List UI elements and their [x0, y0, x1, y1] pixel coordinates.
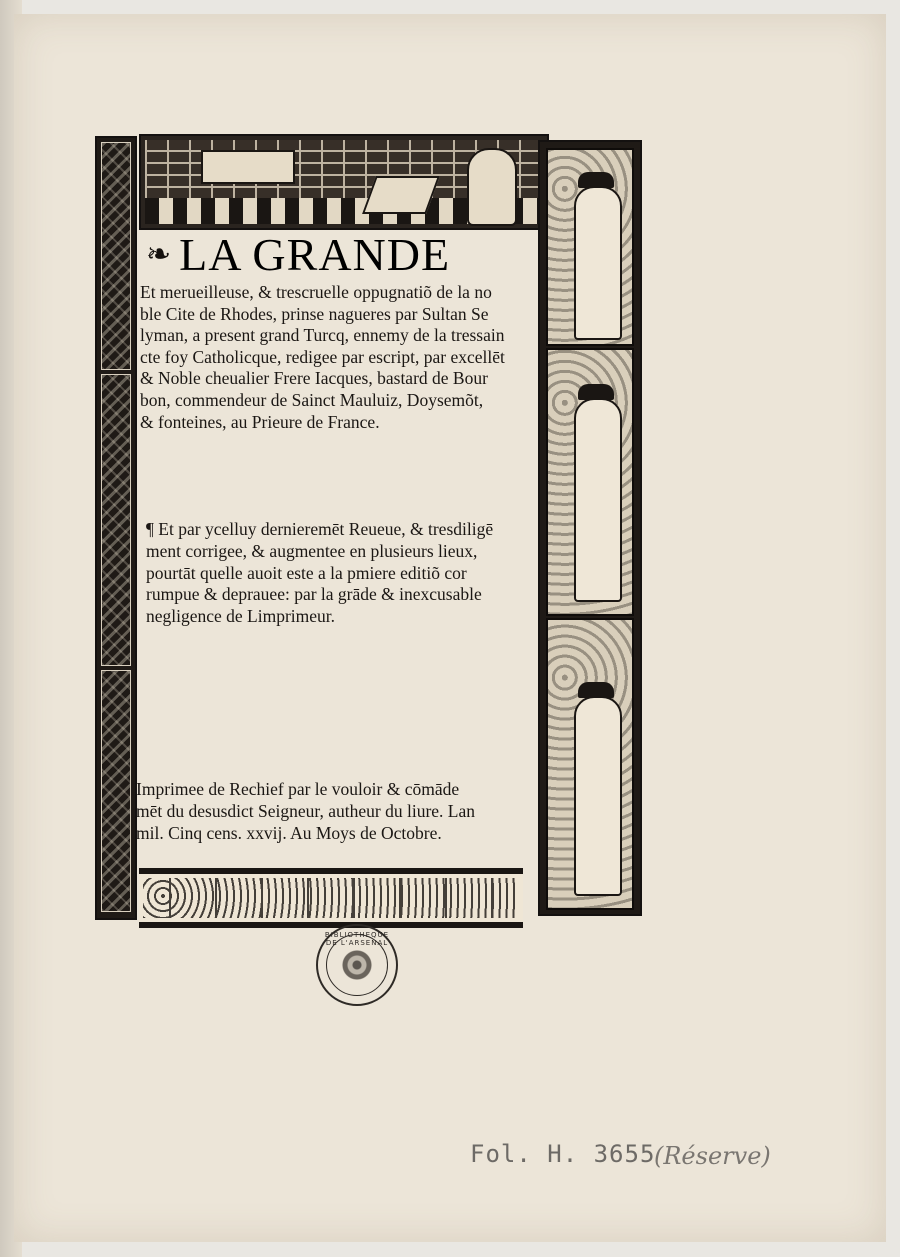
- text-line: rumpue & deprauee: par la grāde & inexcusable: [146, 584, 482, 605]
- text-line: pourtāt quelle auoit este a la pmiere editiõ cor: [146, 562, 467, 583]
- text-line: ment corrigee, & augmentee en plusieurs lieux,: [146, 540, 478, 561]
- scholar-figure: [467, 148, 517, 226]
- text-line: bon, commendeur de Sainct Mauluiz, Doysemõt,: [140, 389, 484, 410]
- text-line: Et merueilleuse, & trescruelle oppugnatiõ de la no: [140, 282, 492, 302]
- page-title: [146, 226, 542, 282]
- text-line: Imprimee de Rechief par le vouloir & cōmāde: [136, 779, 460, 799]
- standing-man-figure: [574, 398, 622, 602]
- woodcut-figure-panel: [546, 148, 634, 346]
- woodcut-figure-panel: [546, 348, 634, 616]
- stamp-emblem-icon: [342, 950, 372, 980]
- text-line: negligence de Limprimeur.: [146, 606, 336, 627]
- bottom-floral-border: [139, 868, 523, 928]
- text-line: lyman, a present grand Turcq, ennemy de la tressain: [140, 325, 505, 346]
- text-line: & fonteines, au Prieure de France.: [140, 411, 380, 432]
- text-line: & Noble cheualier Frere Iacques, bastard de Bour: [140, 368, 488, 389]
- text-line: mēt du desusdict Seigneur, autheur du liure. Lan: [136, 800, 476, 821]
- imprint-paragraph: [136, 779, 540, 844]
- reserve-note: (Réserve): [654, 1142, 771, 1170]
- left-border-panel: [101, 374, 131, 666]
- left-border-panel: [101, 670, 131, 912]
- text-line: cte foy Catholicque, redigee par escript, par excellēt: [140, 346, 505, 367]
- text-line: ¶ Et par ycelluy dernieremēt Reueue, & tresdiligē: [146, 519, 494, 539]
- woodcut-figure-panel: [546, 618, 634, 910]
- fleuron-icon: ❧: [146, 236, 172, 272]
- left-ornamental-border: [95, 136, 137, 920]
- stamp-lettering: BIBLIOTHEQUE DE L'ARSENAL: [324, 931, 390, 947]
- floral-vine-ornament: [143, 878, 519, 918]
- shelfmark: Fol. H. 3655: [470, 1140, 656, 1168]
- library-stamp: [316, 924, 398, 1006]
- standing-man-figure: [574, 186, 622, 340]
- text-line: mil. Cinq cens. xxvij. Au Moys de Octobre.: [136, 822, 442, 843]
- description-paragraph: [140, 282, 540, 433]
- text-line: ble Cite de Rhodes, prinse nagueres par Sultan Se: [140, 303, 489, 324]
- standing-man-figure: [574, 696, 622, 896]
- left-border-panel: [101, 142, 131, 370]
- bookshelf: [201, 150, 295, 184]
- top-woodcut-scholar-scene: [139, 134, 549, 230]
- revision-paragraph: [146, 519, 540, 628]
- right-woodcut-figures-border: [538, 140, 642, 916]
- title-text: LA GRANDE: [179, 228, 451, 280]
